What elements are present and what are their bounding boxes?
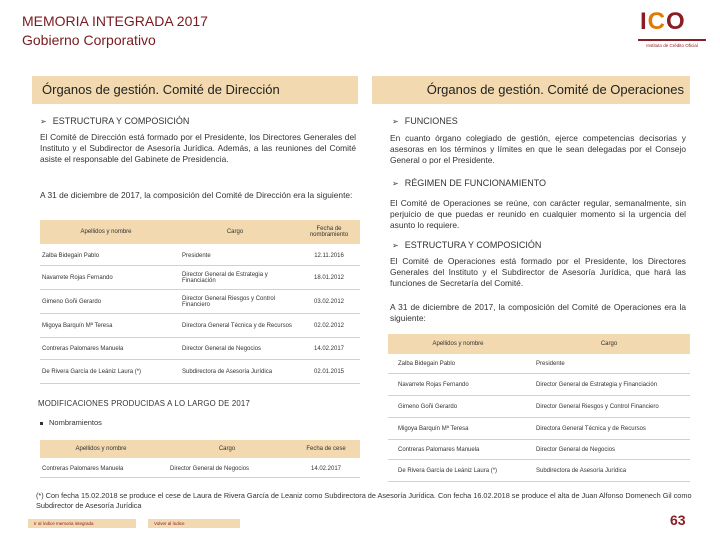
page-subtitle: Gobierno Corporativo xyxy=(22,32,156,48)
table-header-cell: Apellidos y nombre xyxy=(75,446,127,452)
table-row xyxy=(40,266,360,290)
table-cell-name: Contreras Palomares Manuela xyxy=(42,345,124,352)
left-paragraph-2: A 31 de diciembre de 2017, la composición del Comité de Dirección era la siguiente: xyxy=(40,190,353,200)
table-row xyxy=(388,374,690,396)
right-paragraph-1: En cuanto órgano colegiado de gestión, ejerce competencias decisorias y asesoras en los términos y límites en que le sean delegadas por el Consejo General o por el Presidente. xyxy=(390,133,686,165)
table-row xyxy=(40,290,360,314)
section-title-left-text: Órganos de gestión. Comité de Dirección xyxy=(42,82,280,97)
nombramientos-text: Nombramientos xyxy=(49,418,102,427)
ico-logo-mark: ICO xyxy=(640,8,686,35)
right-bullet-estructura xyxy=(392,240,541,250)
memoria-index-link[interactable] xyxy=(28,519,136,528)
table-row xyxy=(388,396,690,418)
page-number: 63 xyxy=(670,512,686,528)
back-to-index-link[interactable] xyxy=(148,519,240,528)
table-cell-role: Presidente xyxy=(536,360,565,367)
memoria-index-link-text[interactable]: Ir al índice memoria integrada xyxy=(34,521,94,526)
table-row xyxy=(388,440,690,460)
right-bullet-funciones-text: FUNCIONES xyxy=(404,116,458,126)
arrow-bullet-icon: ➢ xyxy=(392,241,399,250)
table-cell-role: Directora General Técnica y de Recursos xyxy=(536,425,646,432)
right-paragraph-4: A 31 de diciembre de 2017, la composición del Comité de Operaciones era la siguiente: xyxy=(390,302,686,323)
table-header-cell: Apellidos y nombre xyxy=(80,229,132,235)
right-bullet-regimen-text: RÉGIMEN DE FUNCIONAMIENTO xyxy=(404,178,547,188)
modificaciones-title: MODIFICACIONES PRODUCIDAS A LO LARGO DE 2017 xyxy=(38,399,251,408)
table-cell-role: Director General de Negocios xyxy=(182,345,262,352)
table-cell-name: Migoya Barquín Mª Teresa xyxy=(42,322,113,329)
table-header-row xyxy=(40,440,360,458)
table-cell-role: Subdirectora de Asesoría Jurídica xyxy=(182,368,273,375)
table-header-row xyxy=(388,334,690,354)
table-row xyxy=(388,418,690,440)
table-cell-date: 02.01.2015 xyxy=(313,368,345,375)
table-row xyxy=(40,360,360,384)
table-header-cell: Cargo xyxy=(226,229,244,235)
left-bullet-estructura-text: ESTRUCTURA Y COMPOSICIÓN xyxy=(52,116,190,126)
table-cell-role: Director General Riesgos y Control Financiero xyxy=(536,403,659,410)
table-row xyxy=(40,460,360,478)
table-cell-role: Director General de Negocios xyxy=(536,446,616,453)
table-cell-date: 18.01.2012 xyxy=(313,274,345,281)
section-title-right-text: Órganos de gestión. Comité de Operaciones xyxy=(426,82,684,97)
table-cell-name: Navarrete Rojas Fernando xyxy=(398,381,469,388)
table-header-cell: Fecha de nombramiento xyxy=(309,226,349,238)
back-to-index-link-text[interactable]: Volver al índice xyxy=(154,521,185,526)
section-title-left xyxy=(32,76,358,104)
table-row xyxy=(40,314,360,338)
arrow-bullet-icon: ➢ xyxy=(392,117,399,126)
modificaciones-table xyxy=(40,440,360,480)
direccion-table xyxy=(40,220,360,388)
table-cell-date: 12.11.2016 xyxy=(314,252,344,259)
table-cell-name: Contreras Palomares Manuela xyxy=(398,446,480,453)
operaciones-table xyxy=(388,334,690,482)
right-bullet-regimen xyxy=(392,178,546,188)
nombramientos-bullet xyxy=(40,418,102,427)
section-title-right xyxy=(372,76,690,104)
right-bullet-funciones xyxy=(392,116,458,126)
table-header-cell: Cargo xyxy=(218,446,236,452)
left-bullet-estructura xyxy=(40,116,189,126)
left-paragraph-1: El Comité de Dirección está formado por el Presidente, los Directores Generales del Instituto y el Subdirector de Asesoría Jurídica. Además, a las reuniones del Comité asiste el responsable del Gabinete de Presidencia. xyxy=(40,132,356,164)
table-cell-name: Gimeno Goñi Gerardo xyxy=(42,298,102,305)
ico-logo xyxy=(636,8,708,54)
table-header-row xyxy=(40,220,360,244)
table-cell-name: De Rivera García de Leániz Laura (*) xyxy=(398,467,498,474)
right-bullet-estructura-text: ESTRUCTURA Y COMPOSICIÓN xyxy=(404,240,542,250)
table-cell-name: Zalba Bidegain Pablo xyxy=(398,360,456,367)
table-cell-role: Subdirectora de Asesoría Jurídica xyxy=(536,467,627,474)
right-paragraph-2: El Comité de Operaciones se reúne, con carácter regular, semanalmente, sin perjuicio de que puedas er reunido en cualquier momento si la urgencia del asunto lo requiere. xyxy=(390,198,686,230)
table-cell-date: 14.02.2017 xyxy=(310,465,342,472)
arrow-bullet-icon: ➢ xyxy=(392,179,399,188)
table-header-cell: Apellidos y nombre xyxy=(432,341,484,347)
table-cell-date: 02.02.2012 xyxy=(313,322,345,329)
table-cell-role: Director General de Negocios xyxy=(170,465,250,472)
arrow-bullet-icon: ➢ xyxy=(40,117,47,126)
page-title: MEMORIA INTEGRADA 2017 xyxy=(22,13,208,29)
table-cell-role: Director General de Estrategia y Financiación xyxy=(536,381,658,388)
table-cell-name: Navarrete Rojas Fernando xyxy=(42,274,113,281)
header xyxy=(0,0,720,60)
table-cell-date: 03.02.2012 xyxy=(313,298,345,305)
footnote: (*) Con fecha 15.02.2018 se produce el cese de Laura de Rivera García de Leaniz como Subdirectora de Asesoría Jurídica. Con fecha 16.02.2018 se produce el alta de Juan Alfonso Domenech Gil como Subdirector de Asesoría Jurídica xyxy=(36,491,692,510)
table-cell-name: Migoya Barquín Mª Teresa xyxy=(398,425,469,432)
table-cell-role: Director General de Estrategia y Financiación xyxy=(182,271,268,284)
right-paragraph-3: El Comité de Operaciones está formado por el Presidente, los Directores Generales del Instituto y el Subdirector de Asesoría Jurídica, que hará las funciones de Secretaría del Comité. xyxy=(390,256,686,288)
table-cell-role: Presidente xyxy=(182,252,211,259)
square-bullet-icon xyxy=(40,422,43,425)
table-cell-name: Contreras Palomares Manuela xyxy=(42,465,124,472)
table-row xyxy=(40,338,360,360)
table-cell-date: 14.02.2017 xyxy=(313,345,345,352)
table-row xyxy=(388,460,690,482)
table-row xyxy=(40,246,360,266)
table-cell-role: Directora General Técnica y de Recursos xyxy=(182,322,292,329)
table-cell-role: Director General Riesgos y Control Financiero xyxy=(182,295,276,308)
table-cell-name: Zalba Bidegain Pablo xyxy=(42,252,100,259)
table-row xyxy=(388,354,690,374)
table-cell-name: Gimeno Goñi Gerardo xyxy=(398,403,458,410)
table-header-cell: Cargo xyxy=(600,341,618,347)
table-header-cell: Fecha de cese xyxy=(306,446,346,452)
logo-underline xyxy=(638,39,706,41)
logo-subtitle: Instituto de Crédito Oficial xyxy=(646,43,698,48)
table-cell-name: De Rivera García de Leániz Laura (*) xyxy=(42,368,142,375)
